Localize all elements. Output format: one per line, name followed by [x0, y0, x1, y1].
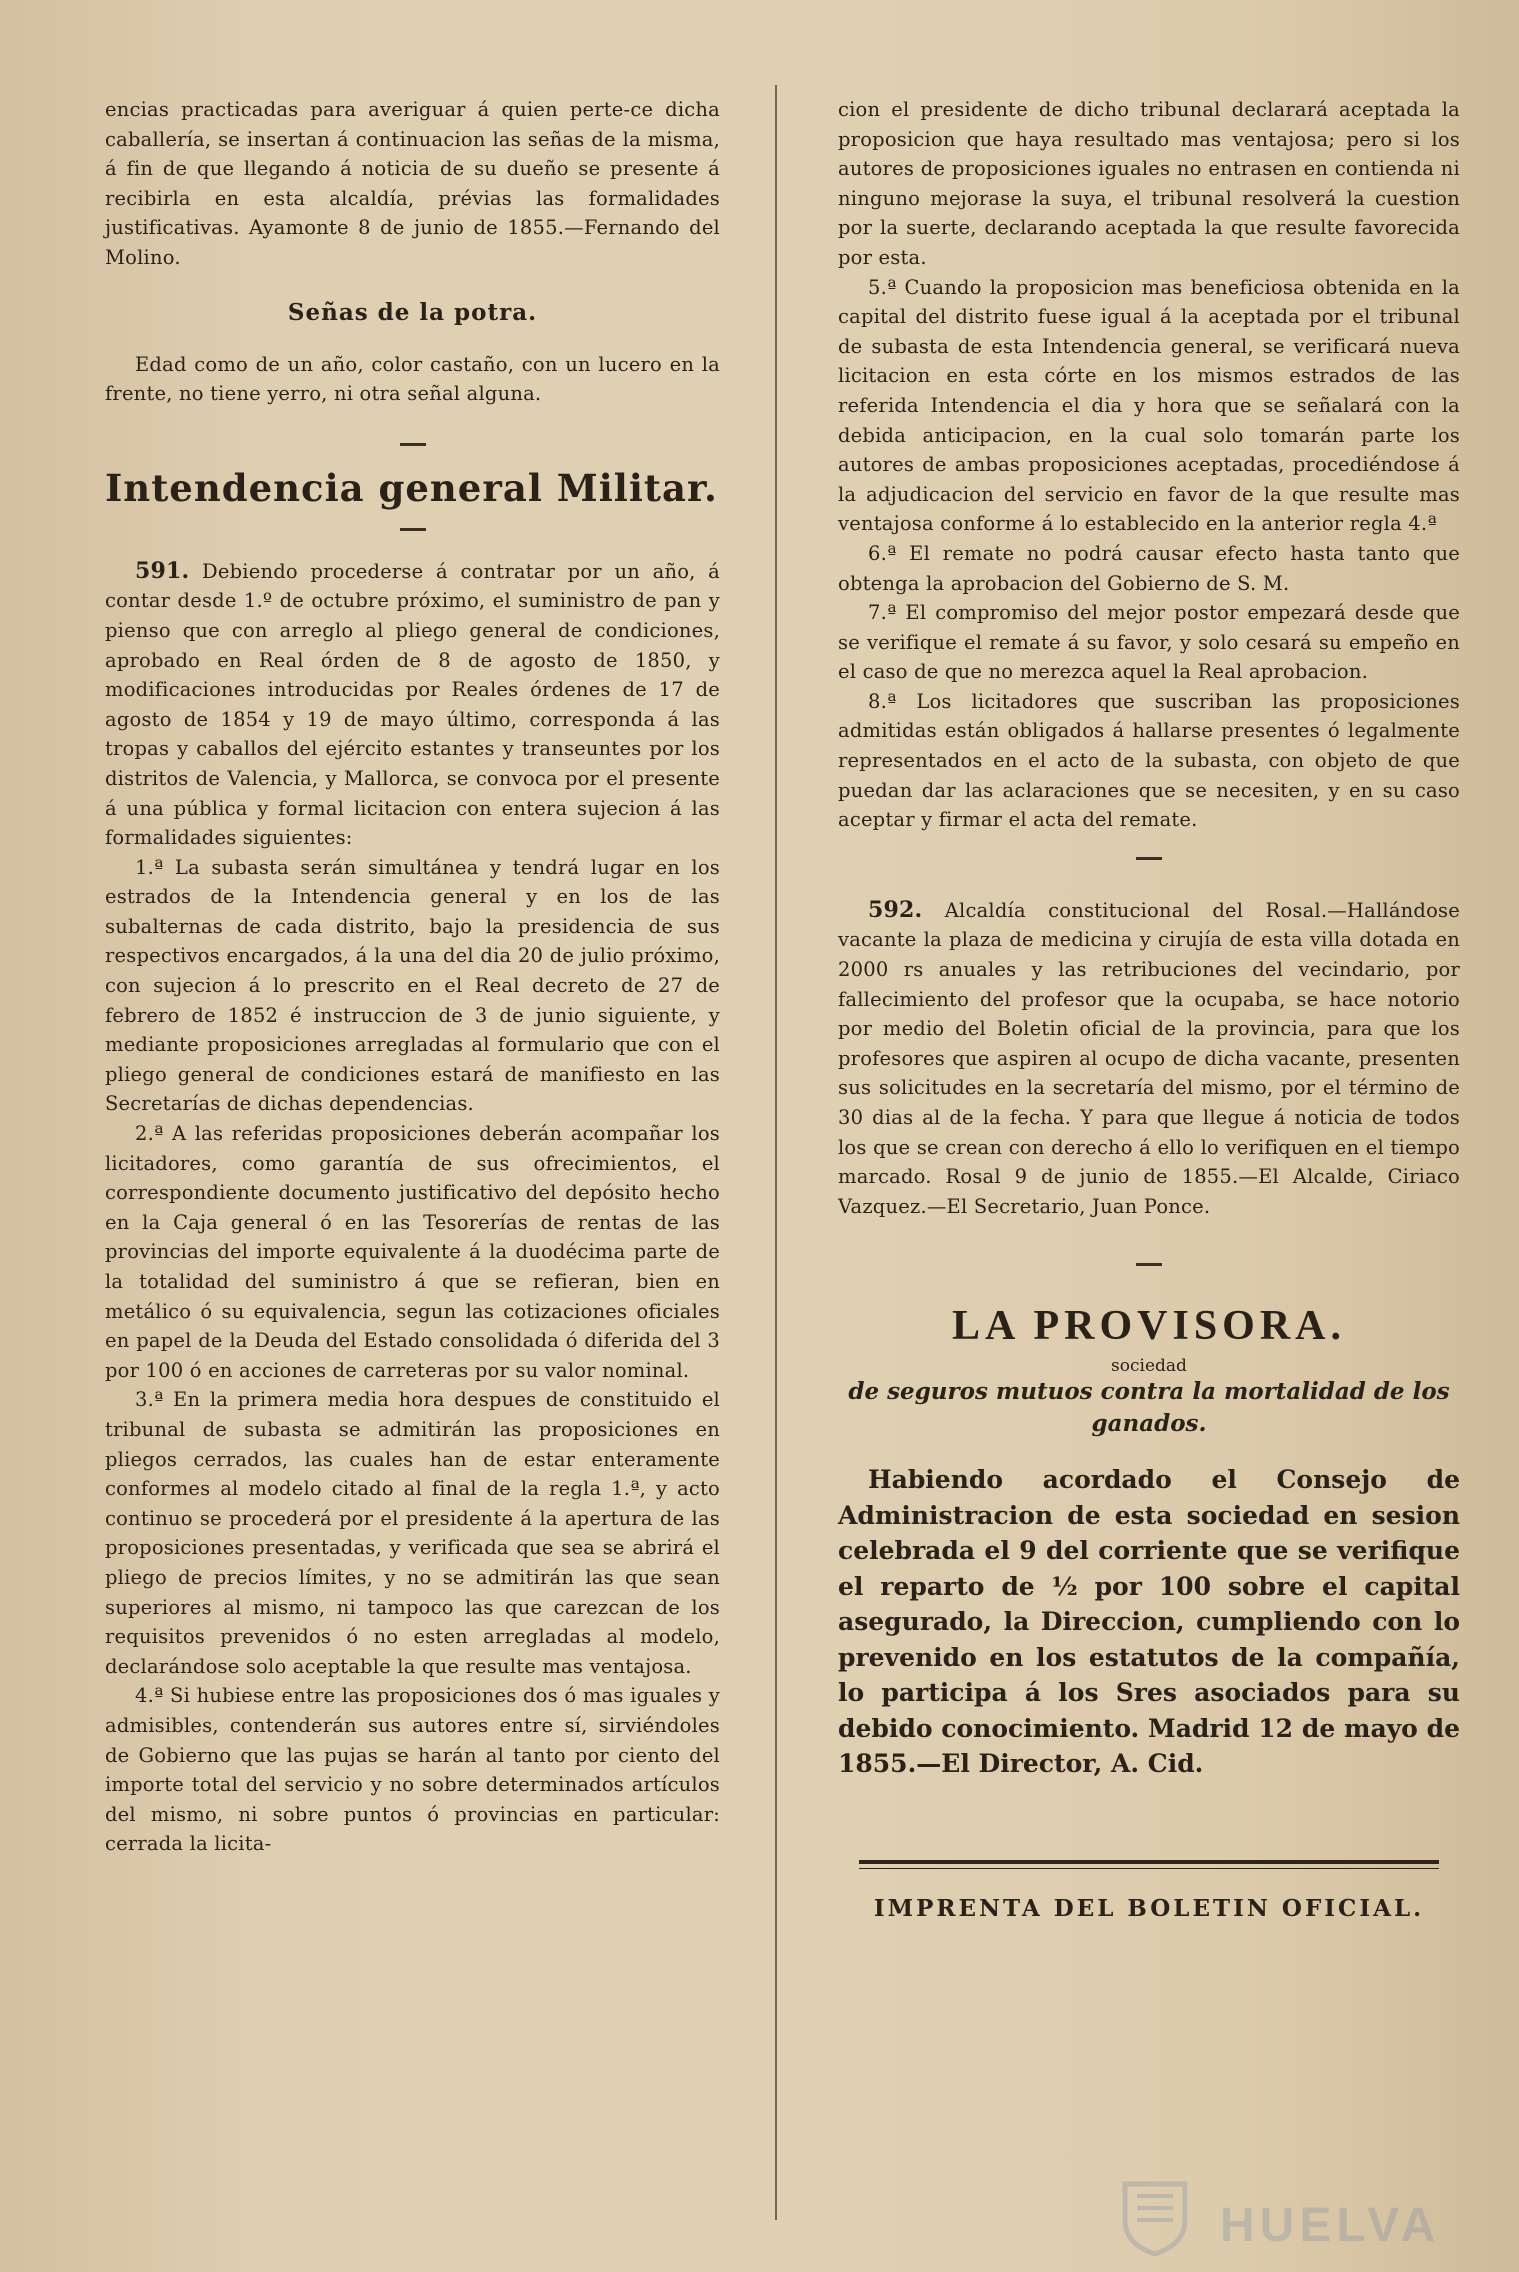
- right-column: [838, 95, 1460, 1922]
- provisora-subtitle-2: de seguros mutuos contra la mortalidad de los ganados.: [848, 1378, 1450, 1438]
- section-rule: [400, 443, 426, 446]
- shield-icon: [1110, 2178, 1200, 2258]
- ad-591-item-2: 2.ª A las referidas proposiciones deberán acompañar los licitadores, como garantía de sus ofrecimientos, el correspondiente documento justificativo del depósito hecho en la Caja general ó en las Tesorerías de rentas de las provincias del importe equivalente á la duodécima parte de la totalidad del suministro á que se refieran, bien en metálico ó su equivalencia, segun las cotizaciones oficiales en papel de la Deuda del Estado consolidada ó diferida del 3 por 100 ó en acciones de carreteras por su valor nominal.: [105, 1122, 720, 1382]
- imprenta-footer: IMPRENTA DEL BOLETIN OFICIAL.: [873, 1894, 1425, 1922]
- top-paragraph: encias practicadas para averiguar á quien perte-ce dicha caballería, se insertan á continuacion las señas de la misma, á fin de que llegando á noticia de su dueño se presente á recibirla en esta alcaldía, prévias las formalidades justificativas. Ayamonte 8 de junio de 1855.—Fernando del Molino.: [105, 98, 720, 269]
- ad-591-number: 591.: [135, 557, 190, 584]
- ad-592-number: 592.: [868, 896, 923, 923]
- ad-592: [838, 896, 1460, 1222]
- ad-591-item-5: 5.ª Cuando la proposicion mas beneficiosa obtenida en la capital del distrito fuese igual á la aceptada por el tribunal de subasta de esta Intendencia general, se verificará nueva licitacion en esta córte en los mismos estrados de las referida Intendencia el dia y hora que se señalará con la debida anticipacion, en la cual solo tomarán parte los autores de ambas proposiciones aceptadas, procediéndose á la adjudicacion del servicio en favor de la que resulte mas ventajosa conforme á lo establecido en la anterior regla 4.ª: [838, 275, 1460, 536]
- watermark-text: HUELVA: [1220, 2199, 1441, 2252]
- ad-591-intro-text: Debiendo procederse á contratar por un año, á contar desde 1.º de octubre próximo, el suministro de pan y pienso que con arreglo al pliego general de condiciones, aprobado en Real órden de 8 de agosto de 1850, y modificaciones introducidas por Reales órdenes de 17 de agosto de 1854 y 19 de mayo último, corresponda á las tropas y caballos del ejército estantes y transeuntes por los distritos de Valencia, y Mallorca, se convoca por el presente á una pública y formal licitacion con entera sujecion á las formalidades siguientes:: [105, 559, 720, 850]
- ad-591-item-6: 6.ª El remate no podrá causar efecto hasta tanto que obtenga la aprobacion del Gobierno de S. M.: [838, 541, 1460, 595]
- provisora-body: Habiendo acordado el Consejo de Administracion de esta sociedad en sesion celebrada el 9 del corriente que se verifique el reparto de ½ por 100 sobre el capital asegurado, la Direccion, cumpliendo con lo prevenido en los estatutos de la compañía, lo participa á los Sres asociados para su debido conocimiento. Madrid 12 de mayo de 1855.—El Director, A. Cid.: [838, 1465, 1460, 1779]
- section-title: Intendencia general Militar.: [105, 465, 718, 510]
- footer-double-rule: [859, 1860, 1439, 1869]
- provisora-title: LA PROVISORA.: [951, 1303, 1347, 1350]
- ad-591-item-8: 8.ª Los licitadores que suscriban las proposiciones admitidas están obligados á hallarse presentes ó legalmente representados en el acto de la subasta, con objeto de que puedan dar las aclaraciones que se necesiten, y en su caso aceptar y firmar el acta del remate.: [838, 689, 1460, 832]
- provisora-subtitle-1: sociedad: [1111, 1356, 1187, 1377]
- section-rule-2: [400, 528, 426, 531]
- ad-591-intro: [105, 557, 720, 853]
- archive-watermark: [1110, 2178, 1450, 2258]
- ad-591-item-1: 1.ª La subasta serán simultánea y tendrá lugar en los estrados de la Intendencia general y en los de las subalternas de cada distrito, bajo la presidencia de sus respectivos encargados, á la una del dia 20 de julio próximo, con sujecion á lo prescrito en el Real decreto de 27 de febrero de 1852 é instruccion de 3 de junio siguiente, y mediante proposiciones arregladas al formulario que con el pliego general de condiciones estará de manifiesto en las Secretarías de dichas dependencias.: [105, 855, 720, 1116]
- ad-591-item-4: 4.ª Si hubiese entre las proposiciones dos ó mas iguales y admisibles, contenderán sus autores entre sí, sirviéndoles de Gobierno que las pujas se harán al tanto por ciento del importe total del servicio y no sobre determinados artículos del mismo, ni sobre puntos ó provincias en particular: cerrada la licita-: [105, 1684, 720, 1856]
- item-4-continued: cion el presidente de dicho tribunal declarará aceptada la proposicion que haya resultado mas ventajosa; pero si los autores de proposiciones iguales no entrasen en contienda ni ninguno mejorase la suya, el tribunal resolverá la cuestion por la suerte, declarando aceptada la que resulte favorecida por esta.: [838, 98, 1460, 269]
- ad-592-text: Alcaldía constitucional del Rosal.—Hallándose vacante la plaza de medicina y cirujía de esta villa dotada en 2000 rs anuales y las retribuciones del vecindario, por fallecimiento del profesor que la ocupaba, se hace notorio por medio del Boletin oficial de la provincia, para que los profesores que aspiren al ocupo de dicha vacante, presenten sus solicitudes en la secretaría del mismo, por el término de 30 dias al de la fecha. Y para que llegue á noticia de todos los que se crean con derecho á ello lo verifiquen en el tiempo marcado. Rosal 9 de junio de 1855.—El Alcalde, Ciriaco Vazquez.—El Secretario, Juan Ponce.: [838, 898, 1460, 1218]
- ad-591-item-7: 7.ª El compromiso del mejor postor empezará desde que se verifique el remate á su favor, y solo cesará su empeño en el caso de que no merezca aquel la Real aprobacion.: [838, 601, 1460, 684]
- ad-591-item-3: 3.ª En la primera media hora despues de constituido el tribunal de subasta se admitirán las proposiciones en pliegos cerrados, las cuales han de estar enteramente conformes al modelo citado al final de la regla 1.ª, y acto continuo se procederá por el presidente á la apertura de las proposiciones presentadas, y verificada que sea se abrirá el pliego de precios límites, y no se admitirán las que sean superiores al mismo, ni tampoco las que carezcan de los requisitos prevenidos ó no esten arregladas al modelo, declarándose solo aceptable la que resulte mas ventajosa.: [105, 1388, 720, 1678]
- senas-text: Edad como de un año, color castaño, con un lucero en la frente, no tiene yerro, ni otra señal alguna.: [105, 352, 720, 406]
- column-divider: [775, 85, 777, 2220]
- senas-title: Señas de la potra.: [287, 298, 538, 326]
- left-column: [105, 95, 720, 1859]
